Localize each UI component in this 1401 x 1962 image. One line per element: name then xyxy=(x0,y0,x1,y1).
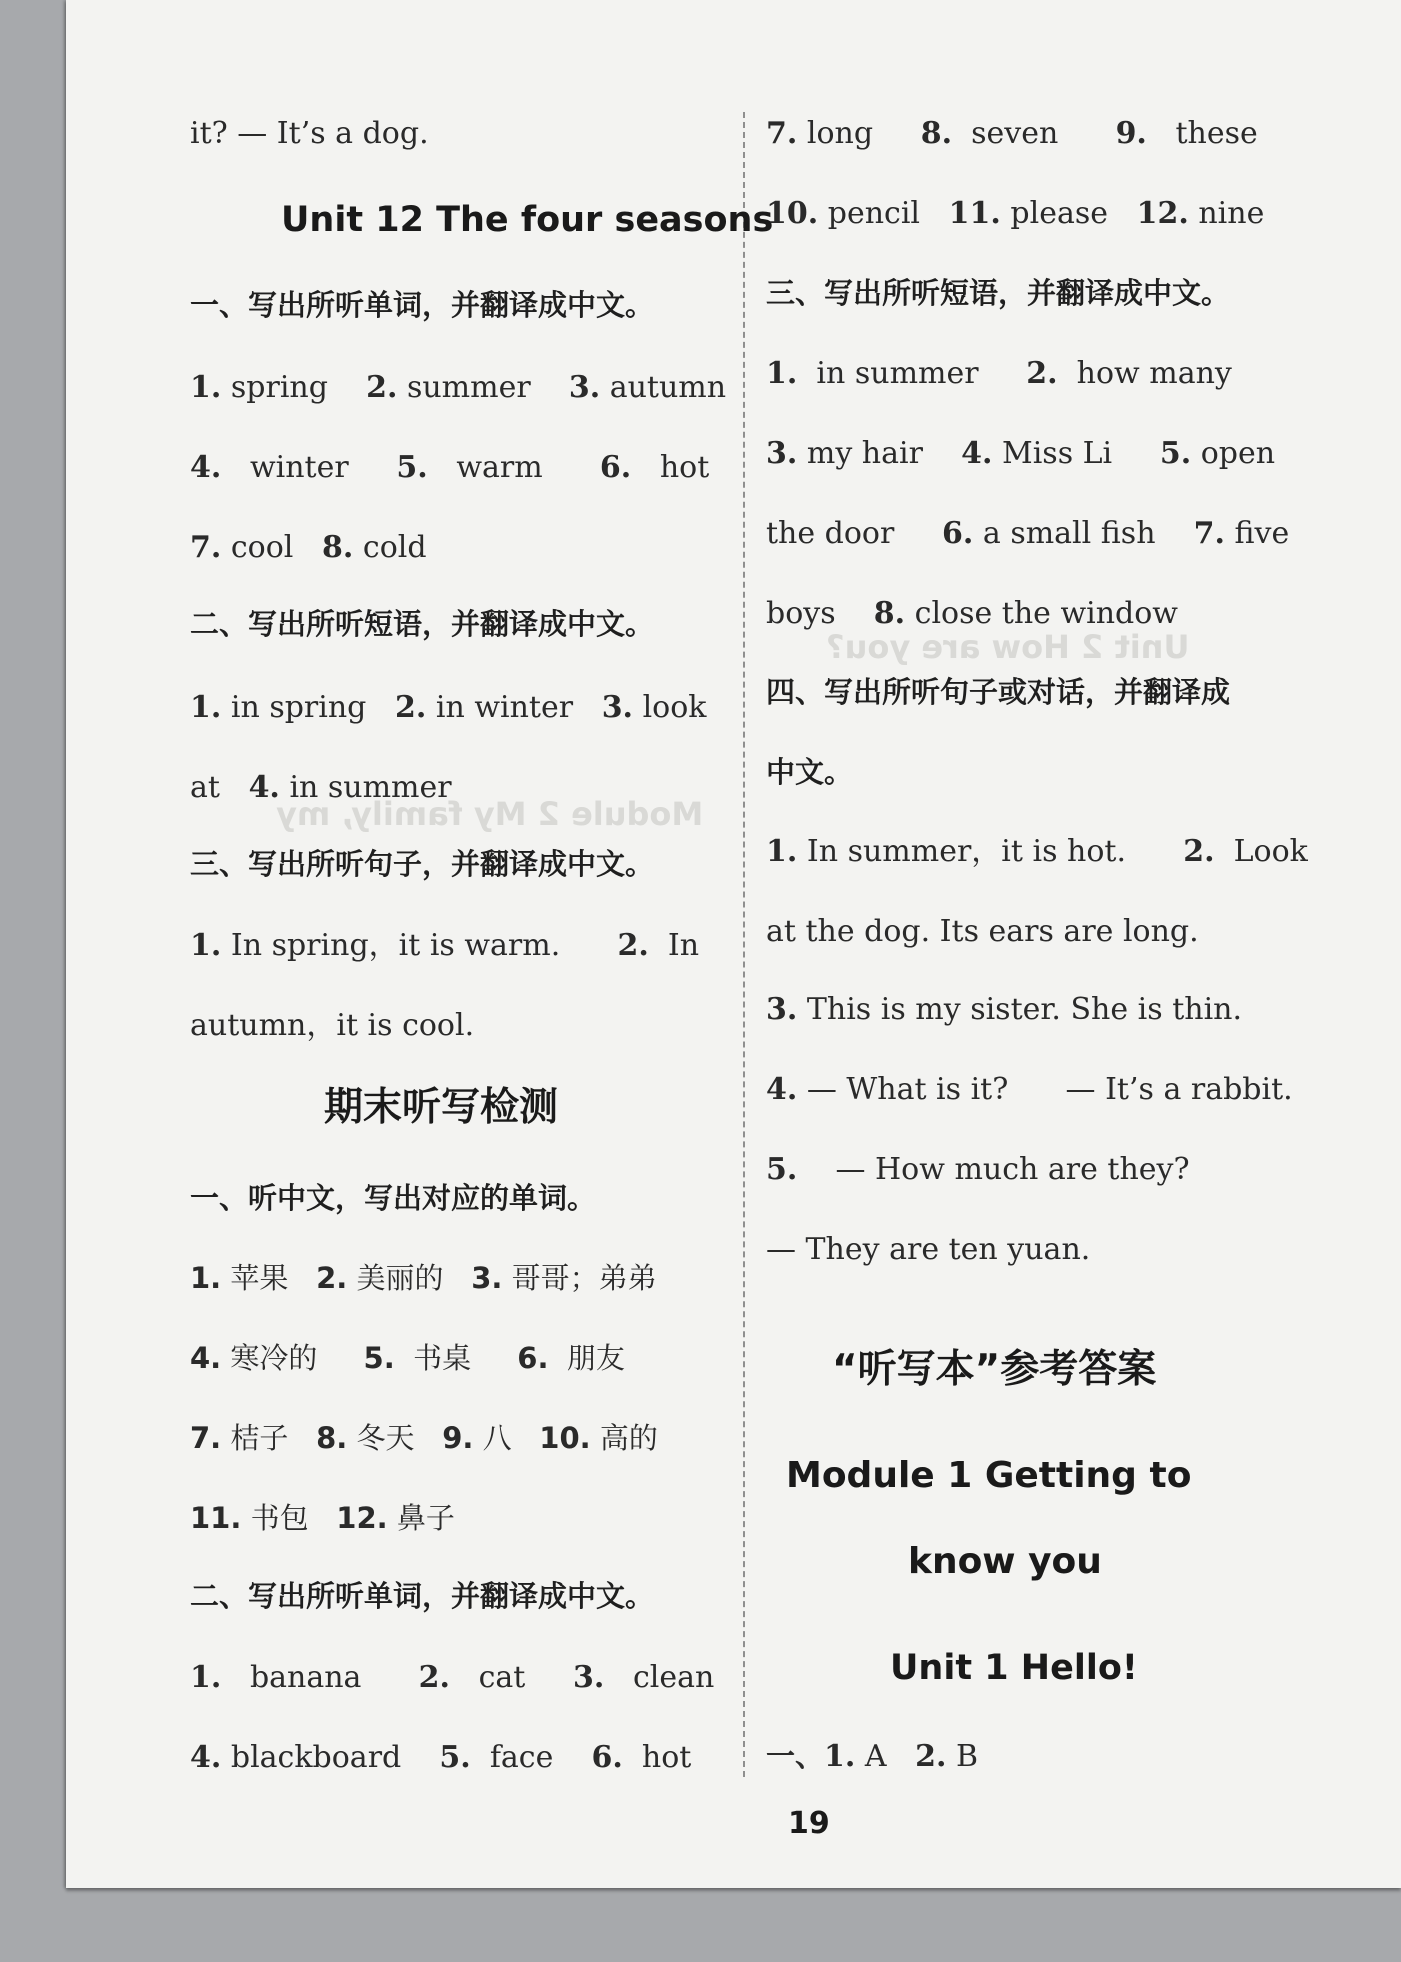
item-number: 3. xyxy=(568,370,601,405)
answer-text: hot xyxy=(641,1740,692,1775)
answer-row xyxy=(766,1736,978,1777)
item-number: 1. xyxy=(190,928,222,963)
item-number: 5. xyxy=(1159,436,1192,471)
answer-text: how many xyxy=(1076,356,1232,391)
item-number: 1. xyxy=(190,1261,222,1295)
item-number: 7. xyxy=(766,116,798,151)
answer-text: 桔子 xyxy=(230,1421,289,1455)
item-number: 4. xyxy=(766,1072,798,1107)
item-number: 3. xyxy=(573,1660,605,1695)
answer-text: 苹果 xyxy=(230,1261,289,1295)
answer-row xyxy=(766,114,1258,154)
item-number: 11. xyxy=(190,1501,242,1535)
answer-row xyxy=(190,1498,455,1538)
module-1-title-continued: know you xyxy=(908,1541,1102,1582)
bleed-through-decoration: Unit 2 How are you? xyxy=(826,628,1190,666)
answer-row xyxy=(190,448,709,488)
answer-row xyxy=(766,990,1242,1030)
item-number: 3. xyxy=(601,690,634,725)
item-number: 8. xyxy=(316,1421,348,1455)
answer-text: seven xyxy=(971,116,1059,151)
item-number: 2. xyxy=(617,928,649,963)
answer-text: warm xyxy=(456,450,543,485)
item-number: 3. xyxy=(766,436,798,471)
answer-text: 书包 xyxy=(250,1501,309,1535)
item-number: 12. xyxy=(1136,196,1189,231)
unit-12-title: Unit 12 The four seasons xyxy=(281,200,774,240)
answer-row: autumn，it is cool. xyxy=(190,1008,475,1043)
item-number: 10. xyxy=(539,1421,591,1455)
answer-text: hot xyxy=(659,450,710,485)
item-number: 4. xyxy=(190,1740,222,1775)
item-number: 4. xyxy=(248,770,280,805)
answer-text: long xyxy=(806,116,874,151)
answer-text: nine xyxy=(1198,196,1265,231)
item-number: 12. xyxy=(336,1501,388,1535)
answer-text: at xyxy=(190,770,220,805)
answer-text: 寒冷的 xyxy=(230,1341,318,1375)
answer-text: these xyxy=(1175,116,1258,151)
item-number: 5. xyxy=(396,450,428,485)
answer-text: cool xyxy=(230,530,294,565)
answer-text: look xyxy=(642,690,707,725)
section-heading: 二、写出所听单词，并翻译成中文。 xyxy=(190,1579,655,1613)
item-number: 2. xyxy=(1026,356,1058,391)
answer-text: five xyxy=(1234,516,1290,551)
answer-text: 书桌 xyxy=(413,1341,472,1375)
answer-text: the door xyxy=(766,516,895,551)
answer-row xyxy=(190,1418,658,1458)
answer-text: blackboard xyxy=(230,1740,402,1775)
answer-text: cold xyxy=(362,530,427,565)
answer-text: — It’s a rabbit. xyxy=(1065,1072,1293,1107)
answer-text: 朋友 xyxy=(566,1341,625,1375)
item-number: 8. xyxy=(920,116,953,151)
answer-text: a small fish xyxy=(982,516,1156,551)
answer-text: Look xyxy=(1233,834,1308,869)
section-heading: 四、写出所听句子或对话，并翻译成 xyxy=(766,675,1231,709)
item-number: 7. xyxy=(190,1421,222,1455)
answer-row xyxy=(766,1150,1190,1190)
item-number: 1. xyxy=(190,370,222,405)
answer-text: 鼻子 xyxy=(396,1501,455,1535)
answer-text: cat xyxy=(478,1660,526,1695)
answer-row xyxy=(190,528,427,568)
answer-row xyxy=(190,926,699,966)
item-number: 5. xyxy=(363,1341,395,1375)
answer-row xyxy=(766,514,1289,554)
answer-text: summer xyxy=(406,370,531,405)
answer-text: In xyxy=(667,928,700,963)
item-number: 11. xyxy=(948,196,1001,231)
answer-text: — What is it? xyxy=(806,1072,1009,1107)
answer-text: open xyxy=(1200,436,1276,471)
item-number: 1. xyxy=(824,1739,856,1774)
section-prefix: 一、 xyxy=(766,1739,825,1773)
answer-text: 冬天 xyxy=(356,1421,415,1455)
answer-text: Miss Li xyxy=(1001,436,1113,471)
section-heading: 二、写出所听短语，并翻译成中文。 xyxy=(190,607,655,641)
answer-text: clean xyxy=(632,1660,715,1695)
answer-text: pencil xyxy=(827,196,921,231)
section-heading: 三、写出所听句子，并翻译成中文。 xyxy=(190,847,655,881)
item-number: 2. xyxy=(1183,834,1215,869)
item-number: 9. xyxy=(442,1421,474,1455)
answer-text: in winter xyxy=(435,690,574,725)
column-divider xyxy=(743,112,745,1777)
item-number: 2. xyxy=(418,1660,450,1695)
section-heading: 一、听中文，写出对应的单词。 xyxy=(190,1181,597,1215)
item-number: 2. xyxy=(366,370,398,405)
answer-text: close the window xyxy=(914,596,1178,631)
item-number: 1. xyxy=(766,356,798,391)
answer-text: 哥哥；弟弟 xyxy=(511,1261,657,1295)
item-number: 8. xyxy=(322,530,354,565)
item-number: 2. xyxy=(915,1739,947,1774)
carry-over-line: it? — It’s a dog. xyxy=(190,116,429,151)
item-number: 1. xyxy=(190,1660,222,1695)
answer-text: This is my sister. She is thin. xyxy=(806,992,1243,1027)
item-number: 8. xyxy=(873,596,906,631)
item-number: 1. xyxy=(766,834,798,869)
answer-row: at the dog. Its ears are long. xyxy=(766,914,1199,949)
item-number: 3. xyxy=(471,1261,503,1295)
answer-text: my hair xyxy=(806,436,923,471)
answer-text: autumn xyxy=(609,370,727,405)
item-number: 10. xyxy=(766,196,819,231)
item-number: 4. xyxy=(190,450,222,485)
item-number: 5. xyxy=(766,1152,798,1187)
answer-text: in spring xyxy=(230,690,367,725)
answer-text: A xyxy=(864,1739,887,1774)
answer-row xyxy=(190,768,452,808)
item-number: 2. xyxy=(395,690,427,725)
unit-1-title: Unit 1 Hello! xyxy=(890,1648,1138,1688)
section-heading-continued: 中文。 xyxy=(766,755,854,789)
answer-text: 八 xyxy=(482,1421,512,1455)
answer-text: in summer xyxy=(289,770,452,805)
answer-text: winter xyxy=(249,450,349,485)
answer-row xyxy=(190,688,706,728)
item-number: 7. xyxy=(190,530,222,565)
section-heading: 三、写出所听短语，并翻译成中文。 xyxy=(766,276,1231,310)
answer-row: — They are ten yuan. xyxy=(766,1232,1091,1267)
answer-text: please xyxy=(1010,196,1108,231)
answer-row xyxy=(190,1738,691,1778)
answer-row xyxy=(766,434,1275,474)
final-test-title: 期末听写检测 xyxy=(324,1085,559,1130)
bleed-through-decoration: Module 2 My family, my xyxy=(276,795,704,833)
item-number: 6. xyxy=(942,516,974,551)
item-number: 3. xyxy=(766,992,798,1027)
section-heading: 一、写出所听单词，并翻译成中文。 xyxy=(190,288,655,322)
answer-text: 高的 xyxy=(599,1421,658,1455)
answer-text: boys xyxy=(766,596,836,631)
item-number: 4. xyxy=(190,1341,222,1375)
answer-row xyxy=(190,1658,714,1698)
answer-text: — How much are they? xyxy=(835,1152,1190,1187)
item-number: 2. xyxy=(316,1261,348,1295)
answer-text: In summer，it is hot. xyxy=(806,834,1126,869)
item-number: 6. xyxy=(599,450,632,485)
answer-text: In spring，it is warm. xyxy=(230,928,561,963)
answer-row xyxy=(766,194,1264,234)
answer-text: B xyxy=(956,1739,979,1774)
page-number: 19 xyxy=(788,1806,830,1841)
item-number: 9. xyxy=(1115,116,1147,151)
answer-row xyxy=(766,594,1178,634)
item-number: 5. xyxy=(439,1740,471,1775)
module-1-title: Module 1 Getting to xyxy=(786,1455,1192,1496)
answer-row xyxy=(766,354,1232,394)
item-number: 4. xyxy=(961,436,993,471)
item-number: 6. xyxy=(591,1740,623,1775)
item-number: 6. xyxy=(517,1341,549,1375)
answer-text: spring xyxy=(230,370,328,405)
item-number: 7. xyxy=(1193,516,1225,551)
answer-text: banana xyxy=(249,1660,362,1695)
answer-text: in summer xyxy=(816,356,979,391)
answer-row xyxy=(766,832,1308,872)
answer-text: face xyxy=(489,1740,554,1775)
item-number: 1. xyxy=(190,690,222,725)
answer-row xyxy=(190,1258,657,1298)
answer-row xyxy=(190,368,726,408)
answer-row xyxy=(766,1070,1293,1110)
answer-text: 美丽的 xyxy=(356,1261,444,1295)
answer-key-title: “听写本”参考答案 xyxy=(832,1347,1157,1392)
answer-row xyxy=(190,1338,625,1378)
book-page xyxy=(66,0,1401,1888)
